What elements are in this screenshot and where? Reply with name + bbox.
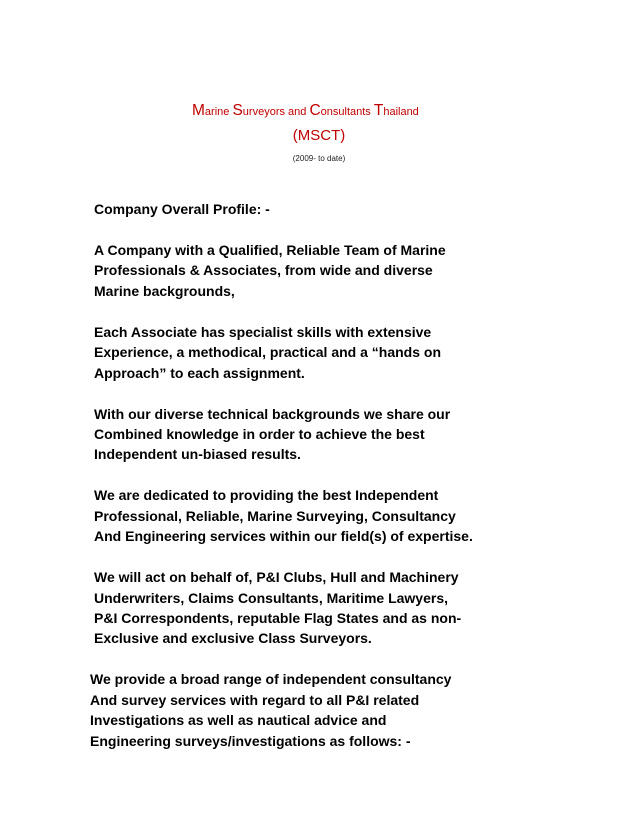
title-initial-t: T xyxy=(373,102,384,119)
paragraph-clients xyxy=(94,567,614,649)
paragraph-line: Professionals & Associates, from wide and diverse xyxy=(94,262,433,279)
paragraph-line: Exclusive and exclusive Class Surveyors. xyxy=(94,630,372,647)
paragraph-associates xyxy=(94,322,614,383)
paragraph-line: Underwriters, Claims Consultants, Maritime Lawyers, xyxy=(94,589,448,606)
paragraph-line: We are dedicated to providing the best Independent xyxy=(94,487,439,504)
paragraph-backgrounds xyxy=(94,404,614,465)
paragraph-line: P&I Correspondents, reputable Flag States and as non- xyxy=(94,610,462,627)
title-word-consultants: onsultants xyxy=(320,106,374,118)
paragraph-line: And Engineering services within our field(s) of expertise. xyxy=(94,528,473,545)
title-word-surveyors: urveyors and xyxy=(242,106,310,118)
title-word-marine: arine xyxy=(204,106,233,118)
paragraph-line: Investigations as well as nautical advice and xyxy=(90,712,387,729)
paragraph-line: A Company with a Qualified, Reliable Team of Marine xyxy=(94,242,446,258)
paragraph-line: Combined knowledge in order to achieve the best xyxy=(94,426,425,443)
paragraph-dedication xyxy=(94,485,614,546)
paragraph-line: Experience, a methodical, practical and a “hands on xyxy=(94,344,441,361)
paragraph-team xyxy=(94,240,614,301)
company-abbreviation: (MSCT) xyxy=(292,127,346,144)
paragraph-line: Marine backgrounds, xyxy=(94,282,235,299)
paragraph-line: Each Associate has specialist skills with extensive xyxy=(94,323,432,340)
paragraph-services xyxy=(90,669,614,751)
profile-heading-text: Company Overall Profile: - xyxy=(94,201,270,217)
paragraph-line: We provide a broad range of independent consultancy xyxy=(90,671,452,688)
paragraph-line: With our diverse technical backgrounds we share our xyxy=(94,405,451,422)
document-body xyxy=(90,199,614,772)
title-initial-s: S xyxy=(232,102,243,119)
paragraph-line: We will act on behalf of, P&I Clubs, Hull and Machinery xyxy=(94,569,459,586)
paragraph-line: And survey services with regard to all P&I related xyxy=(90,691,420,708)
title-word-thailand: hailand xyxy=(383,106,419,118)
title-initial-c: C xyxy=(309,102,321,119)
title-initial-m: M xyxy=(192,102,205,119)
paragraph-line: Professional, Reliable, Marine Surveying, Consultancy xyxy=(94,507,456,524)
paragraph-line: Engineering surveys/investigations as follows: - xyxy=(90,732,411,749)
date-range: (2009- to date) xyxy=(292,154,346,163)
profile-heading xyxy=(94,199,614,219)
company-name xyxy=(192,103,419,120)
paragraph-line: Approach” to each assignment. xyxy=(94,364,305,381)
paragraph-line: Independent un-biased results. xyxy=(94,446,301,463)
